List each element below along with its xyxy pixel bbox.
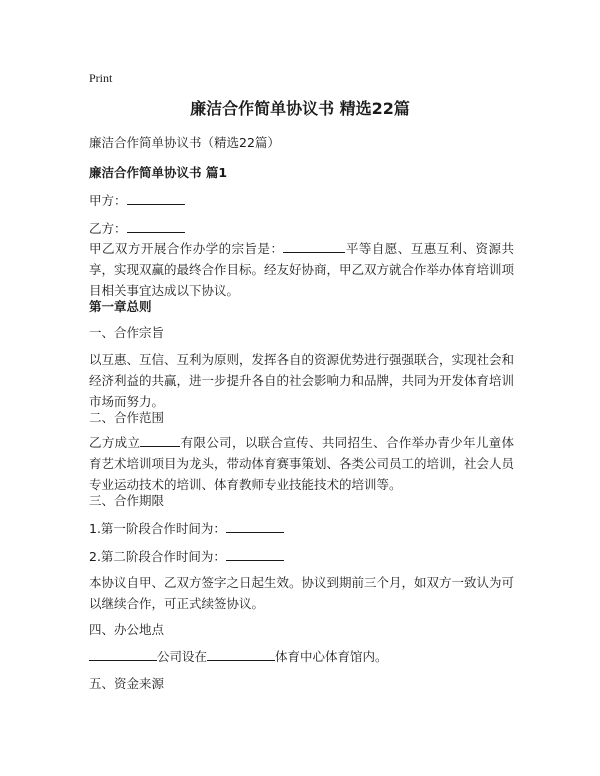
section-3-title: 三、合作期限 <box>89 493 165 508</box>
section-4-title: 四、办公地点 <box>89 622 165 637</box>
party-a-line <box>89 190 514 211</box>
s4-text-1: 公司设在 <box>157 649 208 664</box>
s3-item-2-label: 2.第二阶段合作时间为： <box>89 549 226 564</box>
s2-text-2: 有限公司，以联合宣传、共同招生、合作举办青少年儿童体育艺术培训项目为龙头，带动体育赛事策划、各类公司员工的培训，社会人员专业运动技术的培训、体育教师专业技能技术的培训等。 <box>89 435 515 492</box>
party-b-label: 乙方： <box>89 221 127 236</box>
document-title: 廉洁合作简单协议书 精选22篇 <box>190 99 410 118</box>
s3-item-1 <box>89 518 514 539</box>
section-2-body <box>89 432 514 495</box>
party-a-label: 甲方： <box>89 193 127 208</box>
intro-paragraph <box>89 238 514 301</box>
intro-text-2: 平等自愿、互惠互利、资源共享，实现双赢的最终合作目标。经友好协商，甲乙双方就合作举办体育培训项目相关事宜达成以下协议。 <box>89 241 515 298</box>
s2-company-blank <box>140 434 180 447</box>
intro-text-1: 甲乙双方开展合作办学的宗旨是： <box>89 241 284 256</box>
chapter-heading: 第一章总则 <box>89 299 152 314</box>
s4-venue-blank <box>207 648 275 661</box>
section-3-body: 本协议自甲、乙双方签字之日起生效。协议到期前三个月，如双方一致认为可以继续合作，可正式续签协议。 <box>89 575 515 611</box>
section-1-body: 以互惠、互信、互利为原则，发挥各自的资源优势进行强强联合，实现社会和经济利益的共赢，进一步提升各自的社会影响力和品牌，共同为开发体育培训市场而努力。 <box>89 352 515 409</box>
s3-item-2-blank <box>226 548 284 561</box>
s4-text-2: 体育中心体育馆内。 <box>275 649 388 664</box>
intro-blank <box>283 240 345 253</box>
section-5-title: 五、资金来源 <box>89 676 165 691</box>
party-b-blank <box>127 220 185 233</box>
print-label[interactable]: Print <box>89 71 113 85</box>
section-heading: 廉洁合作简单协议书 篇1 <box>89 165 228 180</box>
s3-item-1-label: 1.第一阶段合作时间为： <box>89 521 226 536</box>
section-4-body <box>89 646 514 667</box>
section-1-title: 一、合作宗旨 <box>89 325 165 340</box>
s3-item-1-blank <box>226 520 284 533</box>
s3-item-2 <box>89 546 514 567</box>
section-2-title: 二、合作范围 <box>89 410 165 425</box>
s2-text-1: 乙方成立 <box>89 435 141 450</box>
party-a-blank <box>127 192 185 205</box>
party-b-line <box>89 218 514 239</box>
s4-company-blank <box>89 648 157 661</box>
document-subtitle: 廉洁合作简单协议书（精选22篇） <box>89 135 280 150</box>
